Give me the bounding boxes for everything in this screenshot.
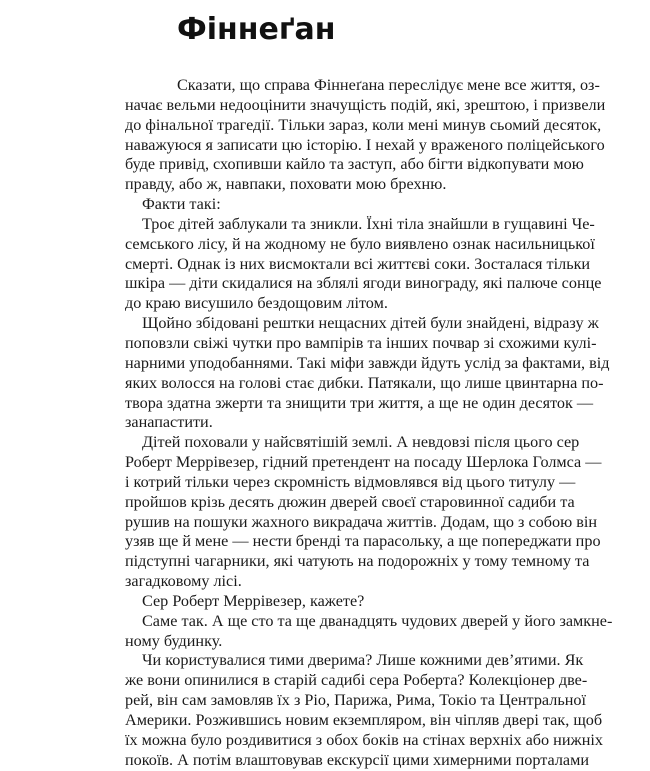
text-line: твора здатна зжерти та знищити три життя, а ще не один десяток — bbox=[125, 393, 594, 412]
text-line: буде привід, схопивши кайло та заступ, або бігти відкопувати мою bbox=[125, 155, 584, 174]
text-line: Роберт Меррівезер, гідний претендент на посаду Шерлока Голмса — bbox=[125, 453, 602, 472]
text-line: смерті. Однак із них висмоктали всі життєві соки. Зосталася тільки bbox=[125, 254, 591, 273]
text-line: до фінальної трагедії. Тільки зараз, коли мені минув сьомий десяток, bbox=[125, 115, 602, 134]
text-line: Сказати, що справа Фіннеґана переслідує мене все життя, оз- bbox=[177, 76, 600, 94]
text-line: яких волосся на голові стає дибки. Патякали, що лише цвинтарна по- bbox=[125, 373, 604, 392]
text-line: Саме так. А ще сто та ще дванадцять чудових дверей у його замкне- bbox=[142, 611, 613, 630]
text-line: рей, він сам замовляв їх з Ріо, Парижа, Рима, Токіо та Центральної bbox=[125, 691, 586, 710]
text-line: пройшов крізь десять дюжин дверей своєї старовинної садиби та bbox=[125, 492, 575, 511]
text-line: Щойно збідовані рештки нещасних дітей були знайдені, відразу ж bbox=[142, 314, 599, 333]
text-line: покоїв. А потім влаштовував екскурсії цими химерними порталами bbox=[125, 750, 589, 769]
text-line: Дітей поховали у найсвятішій землі. А невдовзі після цього сер bbox=[142, 433, 580, 452]
text-line: до краю висушило бездощовим літом. bbox=[125, 294, 388, 313]
text-line: правду, або ж, навпаки, поховати мою брехню. bbox=[125, 175, 447, 194]
text-line: же вони опинилися в старій садибі сера Роберта? Колекціонер две- bbox=[125, 671, 588, 690]
chapter-title: Фіннеґан bbox=[177, 12, 336, 47]
text-line: занапастити. bbox=[125, 413, 213, 432]
text-line: нарними уподобаннями. Такі міфи завжди йдуть услід за фактами, від bbox=[125, 353, 610, 372]
text-line: їх можна було роздивитися з обох боків на стінах верхніх або нижніх bbox=[125, 730, 603, 749]
text-line: поповзли свіжі чутки про вампірів та інших почвар зі схожими кулі- bbox=[125, 333, 597, 352]
text-line: Чи користувалися тими дверима? Лише кожними дев’ятими. Як bbox=[142, 651, 584, 670]
text-line: загадковому лісі. bbox=[125, 572, 242, 591]
text-line: шкіра — діти скидалися на зблялі ягоди винограду, які палюче сонце bbox=[125, 274, 602, 293]
text-line: Факти такі: bbox=[142, 195, 221, 214]
text-line: ному будинку. bbox=[125, 631, 223, 650]
text-line: узяв ще й мене — нести бренді та парасольку, а ще попереджати про bbox=[125, 532, 601, 551]
text-line: Сер Роберт Меррівезер, кажете? bbox=[142, 591, 365, 610]
text-line: наважуюся я записати цю історію. І нехай у враженого поліцейського bbox=[125, 135, 605, 154]
text-line: Америки. Розжившись новим екземпляром, він чіпляв двері так, щоб bbox=[125, 711, 603, 729]
text-line: рушив на пошуки жахного викрадача життів. Додам, що з собою він bbox=[125, 512, 598, 531]
text-line: підступні чагарники, які чатують на подорожніх у тому темному та bbox=[125, 552, 590, 571]
text-line: Троє дітей заблукали та зникли. Їхні тіла знайшли в гущавині Че- bbox=[142, 214, 595, 233]
text-line: і котрий тільки через скромність відмовлявся від цього титулу — bbox=[125, 472, 576, 491]
text-line: семського лісу, й на жодному не було виявлено ознак насильницької bbox=[125, 234, 595, 253]
chapter-body-text bbox=[125, 76, 613, 771]
text-line: начає вельми недооцінити значущість подій, які, зрештою, і призвели bbox=[125, 95, 606, 114]
